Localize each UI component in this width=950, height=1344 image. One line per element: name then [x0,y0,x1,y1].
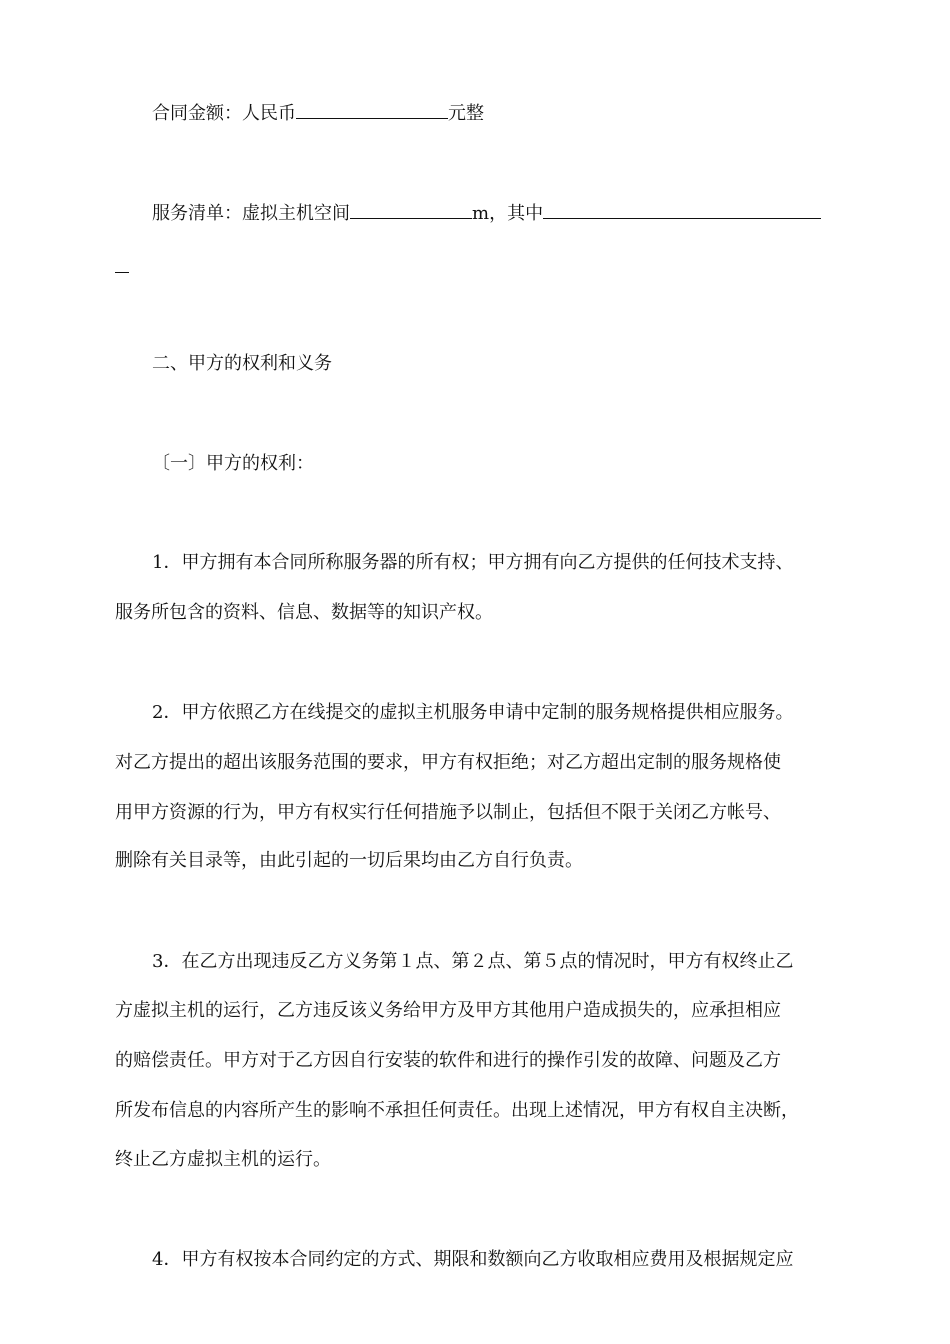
paragraph-2-line-2: 对乙方提出的超出该服务范围的要求，甲方有权拒绝；对乙方超出定制的服务规格使 [115,752,781,773]
paragraph-1-line-2: 服务所包含的资料、信息、数据等的知识产权。 [115,602,493,623]
service-list-unit: m，其中 [472,203,544,224]
paragraph-3-line-1: 3．在乙方出现违反乙方义务第１点、第２点、第５点的情况时，甲方有权终止乙 [152,951,794,972]
service-list-line [152,202,821,226]
contract-amount-blank [296,102,448,119]
paragraph-3-line-3: 的赔偿责任。甲方对于乙方因自行安装的软件和进行的操作引发的故障、问题及乙方 [115,1050,781,1071]
paragraph-1-line-1: 1．甲方拥有本合同所称服务器的所有权；甲方拥有向乙方提供的任何技术支持、 [152,552,794,573]
service-space-blank [350,202,472,219]
contract-amount-suffix: 元整 [448,103,484,124]
paragraph-4-line-1: 4．甲方有权按本合同约定的方式、期限和数额向乙方收取相应费用及根据规定应 [152,1249,794,1270]
section-two-title: 二、甲方的权利和义务 [152,353,332,374]
paragraph-2-line-1: 2．甲方依照乙方在线提交的虚拟主机服务申请中定制的服务规格提供相应服务。 [152,702,794,723]
paragraph-3-line-4: 所发布信息的内容所产生的影响不承担任何责任。出现上述情况，甲方有权自主决断， [115,1100,799,1121]
contract-amount-line [152,102,484,126]
service-list-label: 服务清单：虚拟主机空间 [152,203,350,224]
subsection-one-title: 〔一〕甲方的权利： [152,453,314,474]
paragraph-2-line-4: 删除有关目录等，由此引起的一切后果均由乙方自行负责。 [115,850,583,871]
service-detail-blank-continuation [115,272,129,273]
paragraph-3-line-5: 终止乙方虚拟主机的运行。 [115,1149,331,1170]
paragraph-2-line-3: 用甲方资源的行为，甲方有权实行任何措施予以制止，包括但不限于关闭乙方帐号、 [115,802,781,823]
contract-amount-label: 合同金额：人民币 [152,103,296,124]
paragraph-3-line-2: 方虚拟主机的运行，乙方违反该义务给甲方及甲方其他用户造成损失的，应承担相应 [115,1000,781,1021]
service-detail-blank [543,202,821,219]
